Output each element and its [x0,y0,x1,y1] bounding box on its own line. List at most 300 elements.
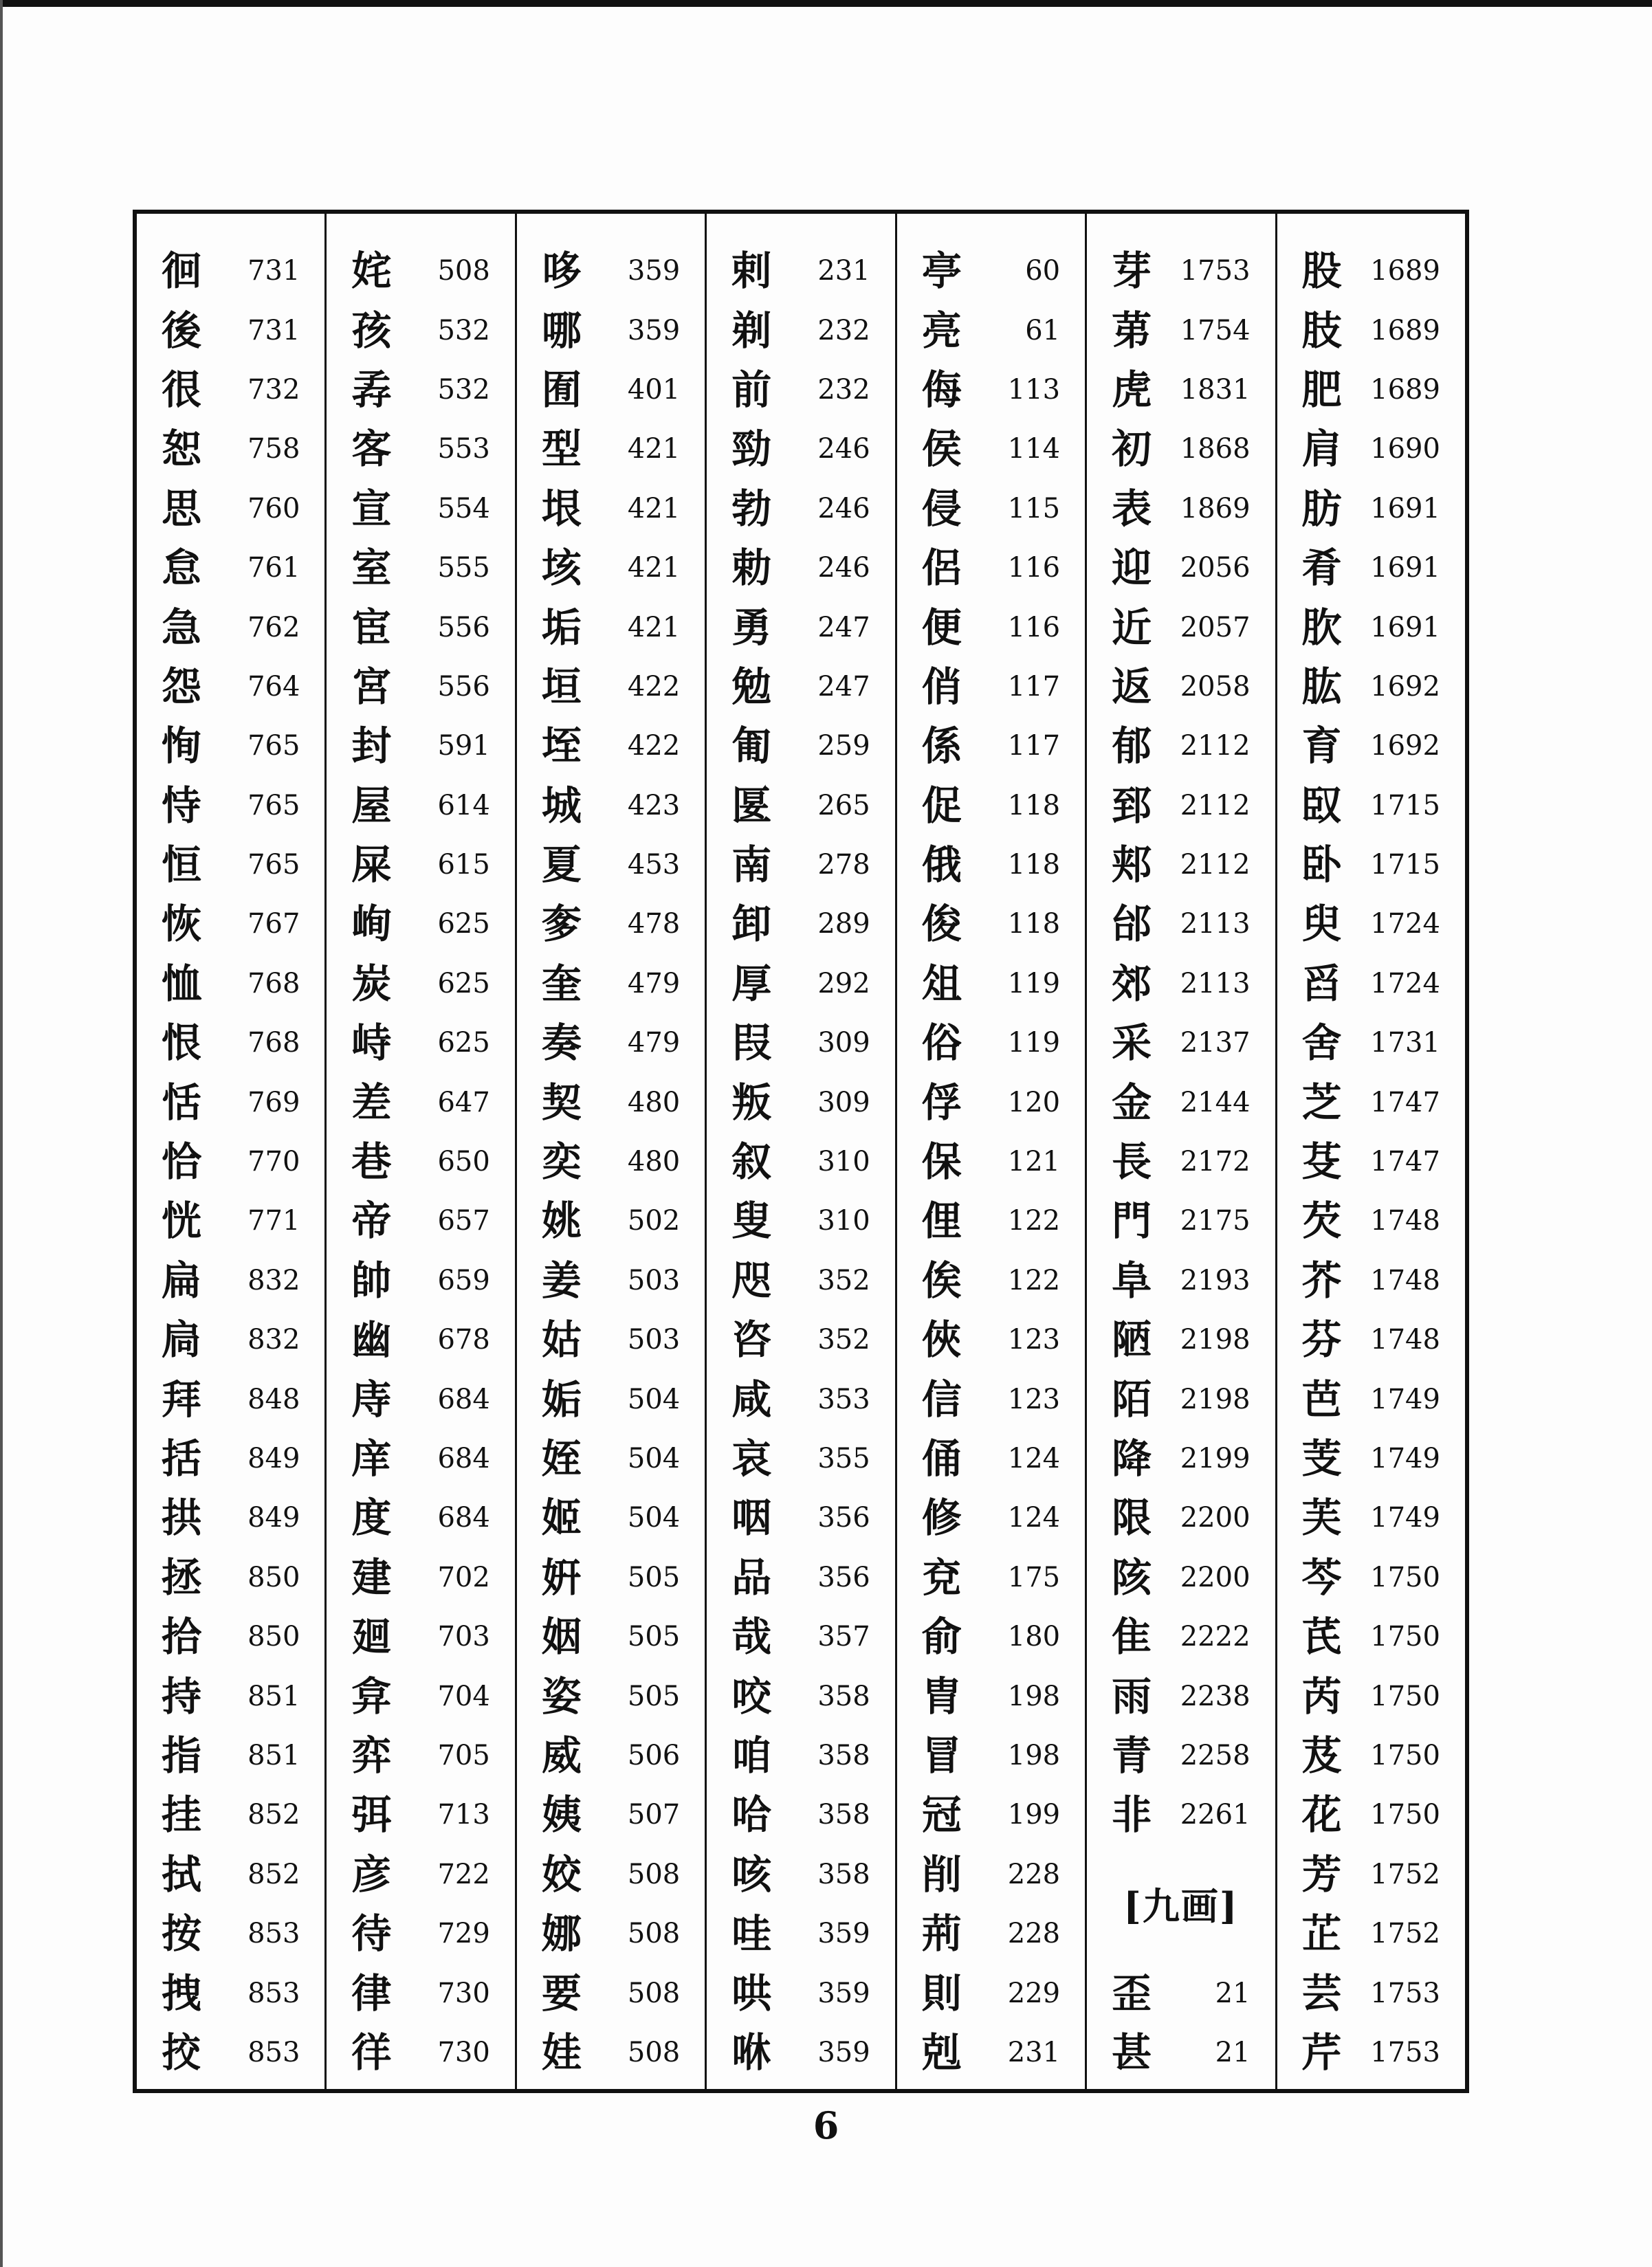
index-entry [137,300,324,360]
index-character: 芝 [1301,1079,1342,1126]
index-character: 垤 [541,722,582,770]
index-character: 俑 [921,1435,962,1482]
index-entry [327,1072,514,1131]
index-entry [517,360,705,419]
index-entry [897,954,1085,1013]
index-character: 舀 [1301,960,1342,1007]
index-page-number: 556 [437,611,490,643]
index-entry [897,1013,1085,1072]
index-page-number: 480 [627,1086,681,1118]
index-page-number: 228 [1007,1918,1061,1950]
index-character: 陔 [1112,1553,1152,1601]
index-character: 冠 [921,1791,962,1839]
index-entry [1087,360,1275,419]
index-entry [137,1904,324,1963]
index-character: 俎 [921,960,962,1007]
index-page-number: 2222 [1180,1621,1251,1653]
index-page-number: 229 [1007,1977,1061,2009]
index-page-number: 422 [627,730,681,762]
index-page-number: 479 [627,967,681,999]
index-page-number: 614 [437,789,490,821]
index-page-number: 1747 [1370,1146,1440,1178]
index-entry [1277,1845,1465,1904]
index-character: 肷 [1301,604,1342,651]
index-page-number: 353 [817,1383,870,1415]
index-entry [517,300,705,360]
index-entry [327,1548,514,1607]
index-entry [1277,835,1465,894]
index-page-number: 1750 [1370,1561,1440,1593]
index-entry [897,419,1085,478]
index-character: 恢 [162,900,202,948]
index-character: 恃 [162,782,202,829]
index-entry [897,1429,1085,1488]
index-entry [517,716,705,775]
index-entry [517,657,705,716]
index-entry [137,1488,324,1547]
index-entry [1277,241,1465,300]
index-character: 拭 [162,1850,202,1898]
index-entry [517,1191,705,1250]
index-page-number: 309 [817,1086,870,1118]
index-page-number: 615 [437,849,490,881]
index-entry [897,1191,1085,1250]
index-character: 芭 [1301,1375,1342,1423]
index-page-number: 232 [817,314,870,346]
index-character: 恨 [162,1019,202,1067]
index-page-number: 532 [437,373,490,406]
index-character: 持 [162,1672,202,1720]
index-page-number: 352 [817,1264,870,1296]
index-character: 恬 [162,1079,202,1126]
index-character: 弈 [351,1732,392,1779]
index-entry [1087,1726,1275,1785]
index-page-number: 852 [247,1858,300,1890]
index-page-number: 1748 [1370,1264,1440,1296]
index-entry [327,716,514,775]
index-page-number: 503 [627,1264,681,1296]
index-page-number: 247 [817,670,870,703]
index-page-number: 650 [437,1146,490,1178]
index-page-number: 767 [247,908,300,940]
index-character: 夏 [541,841,582,889]
index-page-number: 2238 [1180,1680,1251,1712]
index-entry [137,538,324,597]
index-page-number: 761 [247,552,300,584]
index-page-number: 764 [247,670,300,703]
index-page-number: 1752 [1370,1918,1440,1950]
index-page-number: 122 [1007,1205,1061,1237]
index-page-number: 1724 [1370,967,1440,999]
index-character: 則 [921,1969,962,2017]
index-column-1 [137,214,324,2089]
index-entry [897,479,1085,538]
index-column-3 [515,214,705,2089]
index-entry [517,1845,705,1904]
index-page-number: 555 [437,552,490,584]
index-page-number: 247 [817,611,870,643]
index-page-number: 246 [817,552,870,584]
index-entry [137,2023,324,2082]
index-character: 封 [351,722,392,770]
index-page-number: 591 [437,730,490,762]
index-entry [897,1072,1085,1131]
index-entry [137,1785,324,1844]
index-character: 芰 [1301,1435,1342,1482]
index-entry [517,1369,705,1428]
index-character: 芳 [1301,1850,1342,1898]
index-character: 哄 [731,1969,772,2017]
index-entry [707,1666,894,1725]
index-page-number: 507 [627,1799,681,1831]
index-page-number: 2057 [1180,611,1251,643]
index-page-number: 1752 [1370,1858,1440,1890]
index-page-number: 1750 [1370,1621,1440,1653]
index-page-number: 850 [247,1621,300,1653]
index-page-number: 554 [437,492,490,524]
index-character: 亮 [921,307,962,354]
index-character: 宮 [351,663,392,710]
index-page-number: 259 [817,730,870,762]
index-entry [707,1548,894,1607]
index-character: 金 [1112,1079,1152,1126]
index-character: 俘 [921,1079,962,1126]
index-character: 促 [921,782,962,829]
index-entry [707,360,894,419]
index-character: 芬 [1301,1316,1342,1364]
index-entry [1277,300,1465,360]
index-entry [707,1785,894,1844]
index-character: 限 [1112,1494,1152,1542]
index-page-number: 504 [627,1502,681,1534]
index-character: 姤 [541,1375,582,1423]
index-character: 按 [162,1910,202,1958]
index-character: 客 [351,425,392,473]
index-entry [707,1904,894,1963]
index-entry [1087,1963,1275,2022]
index-character: 甚 [1112,2028,1152,2076]
index-character: 俊 [921,900,962,948]
index-character: 侮 [921,366,962,413]
index-character: 咬 [731,1672,772,1720]
index-page-number: 480 [627,1146,681,1178]
index-character: 肴 [1301,544,1342,592]
index-page-number: 505 [627,1621,681,1653]
index-entry [1087,1132,1275,1191]
index-character: 恤 [162,960,202,1007]
index-entry [1277,894,1465,953]
index-page-number: 702 [437,1561,490,1593]
index-entry [1277,1132,1465,1191]
index-character: 前 [731,366,772,413]
index-character: 荊 [921,1910,962,1958]
index-character: 隹 [1112,1613,1152,1661]
index-page-number: 21 [1215,1977,1251,2009]
index-character: 信 [921,1375,962,1423]
index-page-number: 1749 [1370,1502,1440,1534]
index-character: 姿 [541,1672,582,1720]
index-character: 咳 [731,1850,772,1898]
index-character: 恰 [162,1138,202,1186]
index-character: 幽 [351,1316,392,1364]
index-page-number: 2137 [1180,1027,1251,1059]
index-entry [327,538,514,597]
index-entry [517,2023,705,2082]
index-page-number: 850 [247,1561,300,1593]
index-entry [897,1548,1085,1607]
index-character: 門 [1112,1197,1152,1245]
index-page-number: 1731 [1370,1027,1440,1059]
index-character: 待 [351,1910,392,1958]
index-character: 威 [541,1732,582,1779]
index-character: 恂 [162,722,202,770]
index-page-number: 278 [817,849,870,881]
index-character: 度 [351,1494,392,1542]
index-page-number: 310 [817,1205,870,1237]
index-entry [707,538,894,597]
index-page-number: 1691 [1370,611,1440,643]
index-entry [707,1310,894,1369]
index-entry [1277,1191,1465,1250]
index-page-number: 771 [247,1205,300,1237]
index-entry [707,1191,894,1250]
index-page-number: 422 [627,670,681,703]
index-entry [1087,300,1275,360]
index-page-number: 765 [247,849,300,881]
index-character: 侯 [921,425,962,473]
index-character: 姻 [541,1613,582,1661]
index-entry [137,1191,324,1250]
index-character: 剋 [921,2028,962,2076]
index-character: 哪 [541,307,582,354]
index-character: 弇 [351,1672,392,1720]
index-entry [707,1963,894,2022]
index-character: 咫 [731,1257,772,1304]
index-character: 郁 [1112,722,1152,770]
index-character: 恍 [162,1197,202,1245]
index-entry [1087,1785,1275,1844]
index-entry [707,2023,894,2082]
index-page-number: 1690 [1370,433,1440,465]
index-page-number: 625 [437,1027,490,1059]
index-character: 芙 [1301,1494,1342,1542]
index-page-number: 768 [247,967,300,999]
index-character: 室 [351,544,392,592]
index-page-number: 118 [1007,908,1061,940]
index-character: 芷 [1301,1910,1342,1958]
index-entry [137,419,324,478]
index-page-number: 198 [1007,1680,1061,1712]
index-page-number: 478 [627,908,681,940]
index-page-number: 421 [627,552,681,584]
index-page-number: 355 [817,1443,870,1474]
index-character: 姬 [541,1494,582,1542]
index-page-number: 118 [1007,789,1061,821]
index-character: 俗 [921,1019,962,1067]
index-entry [517,1251,705,1310]
index-entry [1277,954,1465,1013]
index-entry [897,1726,1085,1785]
index-page-number: 2258 [1180,1739,1251,1771]
index-page-number: 2193 [1180,1264,1251,1296]
index-entry [137,1310,324,1369]
index-page-number: 423 [627,789,681,821]
index-entry [1277,1726,1465,1785]
index-character: 降 [1112,1435,1152,1482]
index-entry [137,894,324,953]
index-entry [1087,954,1275,1013]
index-page-number: 1749 [1370,1443,1440,1474]
character-index-table [133,210,1469,2093]
index-entry [1277,538,1465,597]
index-character: 城 [541,782,582,829]
index-entry [327,657,514,716]
index-page-number: 1754 [1180,314,1251,346]
index-entry [1087,657,1275,716]
index-entry [1087,597,1275,656]
index-character: 姚 [541,1197,582,1245]
index-page-number: 848 [247,1383,300,1415]
index-entry [517,776,705,835]
index-entry [137,1726,324,1785]
index-page-number: 309 [817,1027,870,1059]
index-page-number: 117 [1007,670,1061,703]
index-entry [707,597,894,656]
index-character: 侶 [921,544,962,592]
index-entry [707,1132,894,1191]
index-page-number: 760 [247,492,300,524]
index-entry [897,657,1085,716]
index-page-number: 713 [437,1799,490,1831]
index-character: 叛 [731,1079,772,1126]
index-entry [1087,894,1275,953]
index-page-number: 453 [627,849,681,881]
index-character: 垣 [541,663,582,710]
index-page-number: 421 [627,611,681,643]
index-character: 很 [162,366,202,413]
index-page-number: 310 [817,1146,870,1178]
index-entry [327,1666,514,1725]
index-entry [517,954,705,1013]
index-page-number: 359 [627,314,681,346]
index-character: 咨 [731,1316,772,1364]
index-entry [897,1904,1085,1963]
index-entry [1087,419,1275,478]
index-entry [517,1785,705,1844]
index-character: 俠 [921,1316,962,1364]
index-character: 叚 [731,1019,772,1067]
index-character: 陋 [1112,1316,1152,1364]
index-entry [707,1429,894,1488]
index-character: 芮 [1301,1672,1342,1720]
index-character: 剌 [731,247,772,295]
index-character: 帥 [351,1257,392,1304]
index-entry [707,1251,894,1310]
index-page-number: 1691 [1370,492,1440,524]
index-character: 郊 [1112,960,1152,1007]
index-entry [327,1251,514,1310]
index-entry [137,835,324,894]
index-entry [897,1607,1085,1666]
index-character: 扁 [162,1257,202,1304]
index-page-number: 765 [247,789,300,821]
index-character: 哀 [731,1435,772,1482]
index-page-number: 758 [247,433,300,465]
index-character: 匍 [731,722,772,770]
index-page-number: 2200 [1180,1502,1251,1534]
index-page-number: 115 [1007,492,1061,524]
index-character: 南 [731,841,772,889]
index-page-number: 180 [1007,1621,1061,1653]
index-entry [1277,657,1465,716]
index-entry [327,360,514,419]
index-character: 冒 [921,1732,962,1779]
index-character: 叙 [731,1138,772,1186]
index-entry [707,1845,894,1904]
top-rule [0,0,1652,7]
index-page-number: 358 [817,1680,870,1712]
index-entry [707,1369,894,1428]
index-page-number: 231 [1007,2036,1061,2068]
index-entry [1277,597,1465,656]
index-entry [1277,1429,1465,1488]
index-character: 拱 [162,1494,202,1542]
index-page-number: 849 [247,1502,300,1534]
index-entry [327,241,514,300]
index-page-number: 246 [817,492,870,524]
index-entry [517,1607,705,1666]
index-character: 挍 [162,2028,202,2076]
index-page-number: 556 [437,670,490,703]
index-character: 芹 [1301,2028,1342,2076]
index-page-number: 2113 [1180,908,1251,940]
stroke-count-heading: [九画] [1123,1884,1239,1929]
index-entry [707,241,894,300]
index-column-2 [324,214,514,2089]
index-character: 咱 [731,1732,772,1779]
index-entry [137,479,324,538]
index-character: 契 [541,1079,582,1126]
index-page-number: 289 [817,908,870,940]
index-entry [1087,835,1275,894]
index-page-number: 352 [817,1324,870,1356]
index-entry [137,1429,324,1488]
index-character: 陌 [1112,1375,1152,1423]
index-character: 屋 [351,782,392,829]
index-entry [1087,538,1275,597]
index-page-number: 768 [247,1027,300,1059]
index-page-number: 228 [1007,1858,1061,1890]
index-page-number: 358 [817,1799,870,1831]
index-page-number: 853 [247,1918,300,1950]
index-page-number: 1724 [1370,908,1440,940]
index-character: 建 [351,1553,392,1601]
index-character: 芨 [1301,1732,1342,1779]
index-column-7 [1275,214,1465,2089]
index-character: 拾 [162,1613,202,1661]
index-entry [1277,419,1465,478]
index-entry [707,419,894,478]
index-page-number: 199 [1007,1799,1061,1831]
index-character: 奏 [541,1019,582,1067]
index-entry [137,1963,324,2022]
index-entry [517,538,705,597]
index-page-number: 532 [437,314,490,346]
index-character: 保 [921,1138,962,1186]
index-entry [897,538,1085,597]
index-entry [1087,1369,1275,1428]
index-entry [1087,241,1275,300]
